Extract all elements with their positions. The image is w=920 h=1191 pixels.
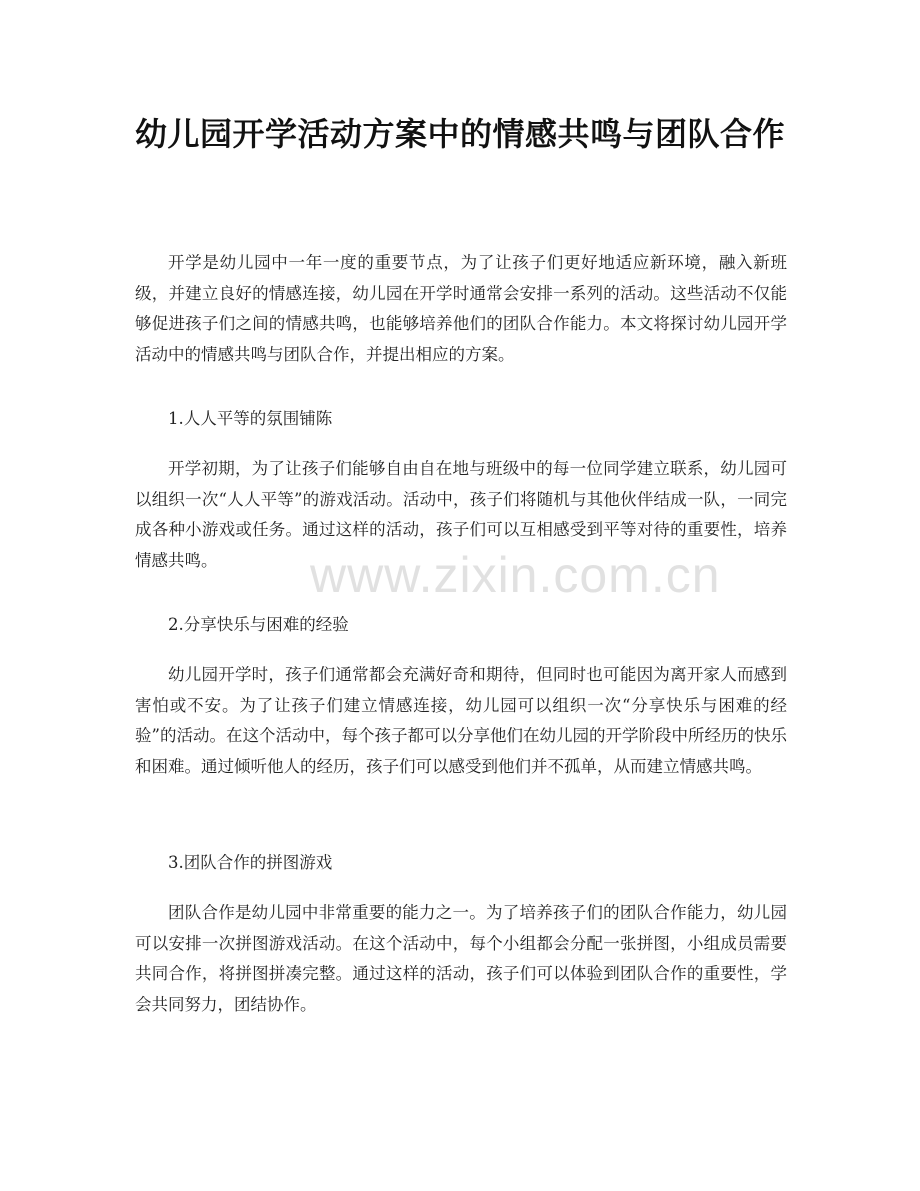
section-body-2: 幼儿园开学时，孩子们通常都会充满好奇和期待，但同时也可能因为离开家人而感到害怕或不安。为了让孩子们建立情感连接，幼儿园可以组织一次“分享快乐与困难的经验”的活动。在这个活动中，每个孩子都可以分享他们在幼儿园的开学阶段中所经历的快乐和困难。通过倾听他人的经历，孩子们可以感受到他们并不孤单，从而建立情感共鸣。 xyxy=(135,665,787,776)
section-body-3: 团队合作是幼儿园中非常重要的能力之一。为了培养孩子们的团队合作能力，幼儿园可以安排一次拼图游戏活动。在这个活动中，每个小组都会分配一张拼图，小组成员需要共同合作，将拼图拼凑完整。通过这样的活动，孩子们可以体验到团队合作的重要性，学会共同努力，团结协作。 xyxy=(135,903,787,1014)
section-heading-2: 2.分享快乐与困难的经验 xyxy=(168,615,349,634)
page-title: 幼儿园开学活动方案中的情感共鸣与团队合作 xyxy=(134,115,785,153)
intro-paragraph: 开学是幼儿园中一年一度的重要节点，为了让孩子们更好地适应新环境，融入新班级，并建立良好的情感连接，幼儿园在开学时通常会安排一系列的活动。这些活动不仅能够促进孩子们之间的情感共鸣，也能够培养他们的团队合作能力。本文将探讨幼儿园开学活动中的情感共鸣与团队合作，并提出相应的方案。 xyxy=(135,253,787,364)
section-body-1: 开学初期，为了让孩子们能够自由自在地与班级中的每一位同学建立联系，幼儿园可以组织一次“人人平等”的游戏活动。活动中，孩子们将随机与其他伙伴结成一队，一同完成各种小游戏或任务。通过这样的活动，孩子们可以互相感受到平等对待的重要性，培养情感共鸣。 xyxy=(135,459,787,570)
watermark: www.zixin.com.cn xyxy=(310,547,721,603)
section-heading-3: 3.团队合作的拼图游戏 xyxy=(168,853,333,872)
section-heading-1: 1.人人平等的氛围铺陈 xyxy=(168,409,333,428)
